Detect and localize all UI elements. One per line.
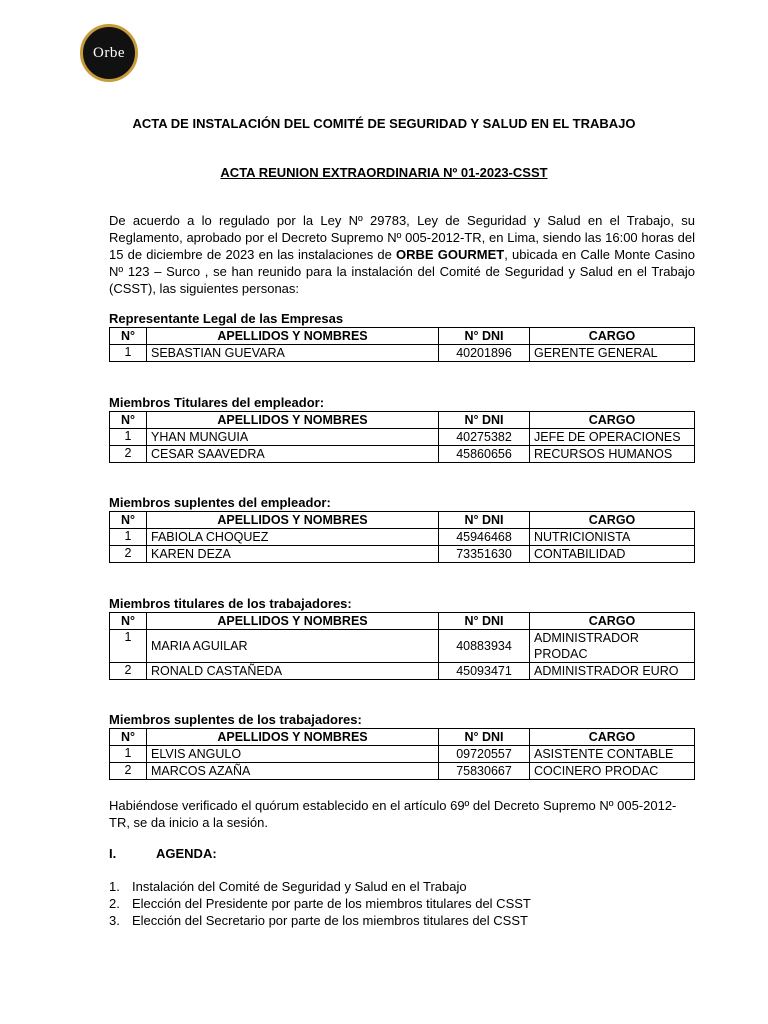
section-title: Miembros titulares de los trabajadores: <box>109 596 352 611</box>
quorum-paragraph: Habiéndose verificado el quórum establecido en el artículo 69º del Decreto Supremo Nº 005-2012-TR, se da inicio a la sesión. <box>109 798 677 830</box>
list-item: 1. Instalación del Comité de Seguridad y Salud en el Trabajo <box>109 879 467 894</box>
document-title: ACTA DE INSTALACIÓN DEL COMITÉ DE SEGURIDAD Y SALUD EN EL TRABAJO <box>132 116 636 131</box>
agenda-number: I. <box>109 846 117 861</box>
company-logo <box>80 24 138 82</box>
table-header-row: N° APELLIDOS Y NOMBRES N° DNI CARGO <box>110 328 695 345</box>
table-row: 1 SEBASTIAN GUEVARA 40201896 GERENTE GENERAL <box>110 345 695 362</box>
agenda-list <box>109 878 531 929</box>
company-name: ORBE GOURMET <box>396 247 505 262</box>
table-row: 1 ELVIS ANGULO 09720557 ASISTENTE CONTABLE <box>110 746 695 763</box>
table-row: 2 MARCOS AZAÑA 75830667 COCINERO PRODAC <box>110 763 695 780</box>
agenda-title: AGENDA: <box>156 846 217 861</box>
section-title: Miembros suplentes del empleador: <box>109 495 331 510</box>
table-header-row: N° APELLIDOS Y NOMBRES N° DNI CARGO <box>110 729 695 746</box>
members-table <box>109 728 695 780</box>
list-item: 3. Elección del Secretario por parte de los miembros titulares del CSST <box>109 913 528 928</box>
table-row: 1 FABIOLA CHOQUEZ 45946468 NUTRICIONISTA <box>110 529 695 546</box>
members-table <box>109 511 695 563</box>
table-header-row: N° APELLIDOS Y NOMBRES N° DNI CARGO <box>110 613 695 630</box>
document-subtitle: ACTA REUNION EXTRAORDINARIA Nº 01-2023-CSST <box>220 165 548 180</box>
members-table <box>109 411 695 463</box>
table-row: 2 KAREN DEZA 73351630 CONTABILIDAD <box>110 546 695 563</box>
table-row: 1 YHAN MUNGUIA 40275382 JEFE DE OPERACIONES <box>110 429 695 446</box>
logo-text: Orbe <box>93 44 125 61</box>
members-table <box>109 612 695 680</box>
section-title: Miembros Titulares del empleador: <box>109 395 325 410</box>
table-header-row: N° APELLIDOS Y NOMBRES N° DNI CARGO <box>110 412 695 429</box>
table-row: 2 CESAR SAAVEDRA 45860656 RECURSOS HUMANOS <box>110 446 695 463</box>
section-title: Miembros suplentes de los trabajadores: <box>109 712 362 727</box>
intro-paragraph: De acuerdo a lo regulado por la Ley Nº 29783, Ley de Seguridad y Salud en el Trabajo, su Reglamento, aprobado por el Decreto Supremo Nº 005-2012-TR, en Lima, siendo las 16:00 horas del 15 de diciembre de 2023 en las instalaciones de ORBE GOURMET, ubicada en Calle Monte Casino Nº 123 – Surco , se han reunido para la instalación del Comité de Seguridad y Salud en el Trabajo (CSST), las siguientes personas: <box>109 213 695 296</box>
list-item: 2. Elección del Presidente por parte de los miembros titulares del CSST <box>109 896 531 911</box>
agenda-heading <box>109 846 217 861</box>
table-header-row: N° APELLIDOS Y NOMBRES N° DNI CARGO <box>110 512 695 529</box>
members-table <box>109 327 695 362</box>
section-title: Representante Legal de las Empresas <box>109 311 344 326</box>
table-row: 1 MARIA AGUILAR 40883934 ADMINISTRADOR PRODAC <box>110 630 695 663</box>
table-row: 2 RONALD CASTAÑEDA 45093471 ADMINISTRADOR EURO <box>110 663 695 680</box>
